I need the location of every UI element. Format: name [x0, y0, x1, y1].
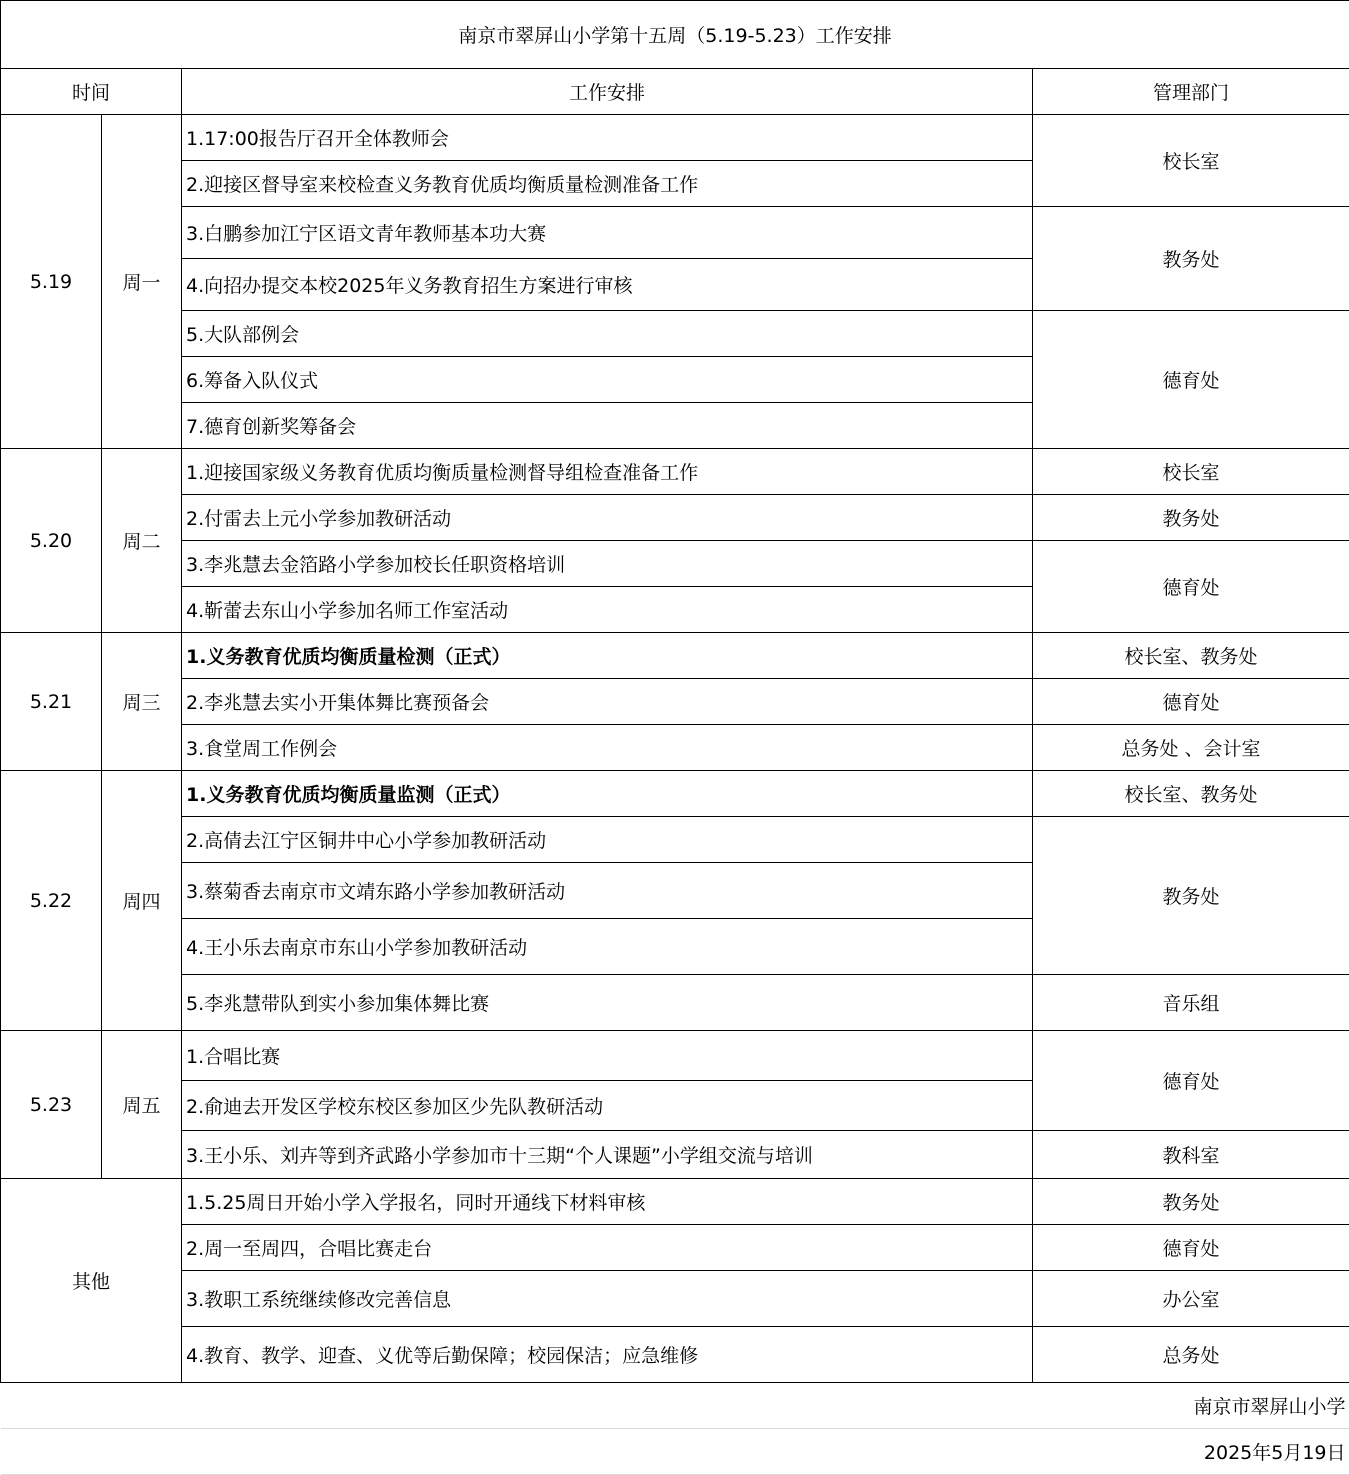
task-cell: 6.筹备入队仪式 — [182, 357, 1033, 403]
task-cell: 3.教职工系统继续修改完善信息 — [182, 1271, 1033, 1327]
table-row — [1, 679, 1349, 725]
dept-cell: 总务处 — [1033, 1327, 1349, 1383]
task-cell: 1.义务教育优质均衡质量监测（正式） — [182, 771, 1033, 817]
task-cell: 5.大队部例会 — [182, 311, 1033, 357]
header-work: 工作安排 — [182, 69, 1033, 115]
dept-cell: 德育处 — [1033, 541, 1349, 633]
table-row — [1, 1225, 1349, 1271]
task-cell: 2.迎接区督导室来校检查义务教育优质均衡质量检测准备工作 — [182, 161, 1033, 207]
dept-cell: 德育处 — [1033, 679, 1349, 725]
task-cell: 4.靳蕾去东山小学参加名师工作室活动 — [182, 587, 1033, 633]
dept-cell: 校长室、教务处 — [1033, 633, 1349, 679]
weekday-cell: 周三 — [102, 633, 182, 771]
table-row — [1, 541, 1349, 587]
date-cell: 5.21 — [1, 633, 102, 771]
dept-cell: 办公室 — [1033, 1271, 1349, 1327]
dept-cell: 德育处 — [1033, 1031, 1349, 1131]
dept-cell: 校长室、教务处 — [1033, 771, 1349, 817]
dept-cell: 音乐组 — [1033, 975, 1349, 1031]
table-row — [1, 725, 1349, 771]
dept-cell: 教务处 — [1033, 1179, 1349, 1225]
task-cell: 1.义务教育优质均衡质量检测（正式） — [182, 633, 1033, 679]
task-cell: 2.高倩去江宁区铜井中心小学参加教研活动 — [182, 817, 1033, 863]
date-cell: 5.23 — [1, 1031, 102, 1179]
date-cell: 5.19 — [1, 115, 102, 449]
task-cell: 3.白鹏参加江宁区语文青年教师基本功大赛 — [182, 207, 1033, 259]
table-row — [1, 633, 1349, 679]
task-cell: 2.周一至周四，合唱比赛走台 — [182, 1225, 1033, 1271]
header-time: 时间 — [1, 69, 182, 115]
dept-cell: 教务处 — [1033, 817, 1349, 975]
dept-cell: 校长室 — [1033, 449, 1349, 495]
dept-cell: 教务处 — [1033, 495, 1349, 541]
task-cell: 3.蔡菊香去南京市文靖东路小学参加教研活动 — [182, 863, 1033, 919]
dept-cell: 总务处 、会计室 — [1033, 725, 1349, 771]
weekday-cell: 周二 — [102, 449, 182, 633]
footer-date: 2025年5月19日 — [1, 1429, 1349, 1475]
table-row — [1, 817, 1349, 863]
task-cell: 2.付雷去上元小学参加教研活动 — [182, 495, 1033, 541]
table-row — [1, 115, 1349, 161]
dept-cell: 德育处 — [1033, 311, 1349, 449]
dept-cell: 教科室 — [1033, 1131, 1349, 1179]
weekday-cell: 周五 — [102, 1031, 182, 1179]
task-cell: 3.食堂周工作例会 — [182, 725, 1033, 771]
table-row — [1, 495, 1349, 541]
date-cell: 5.20 — [1, 449, 102, 633]
weekday-cell: 周四 — [102, 771, 182, 1031]
task-cell: 1.5.25周日开始小学入学报名，同时开通线下材料审核 — [182, 1179, 1033, 1225]
weekday-cell: 周一 — [102, 115, 182, 449]
table-row — [1, 1031, 1349, 1081]
task-cell: 5.李兆慧带队到实小参加集体舞比赛 — [182, 975, 1033, 1031]
task-cell: 2.李兆慧去实小开集体舞比赛预备会 — [182, 679, 1033, 725]
page-title: 南京市翠屏山小学第十五周（5.19-5.23）工作安排 — [1, 1, 1349, 69]
table-row — [1, 1131, 1349, 1179]
table-row — [1, 311, 1349, 357]
table-row — [1, 1327, 1349, 1383]
dept-cell: 教务处 — [1033, 207, 1349, 311]
task-cell: 1.迎接国家级义务教育优质均衡质量检测督导组检查准备工作 — [182, 449, 1033, 495]
table-row — [1, 975, 1349, 1031]
date-cell: 5.22 — [1, 771, 102, 1031]
table-row — [1, 771, 1349, 817]
task-cell: 3.王小乐、刘卉等到齐武路小学参加市十三期“个人课题”小学组交流与培训 — [182, 1131, 1033, 1179]
task-cell: 4.教育、教学、迎查、义优等后勤保障；校园保洁；应急维修 — [182, 1327, 1033, 1383]
header-dept: 管理部门 — [1033, 69, 1349, 115]
table-row — [1, 1271, 1349, 1327]
task-cell: 3.李兆慧去金箔路小学参加校长任职资格培训 — [182, 541, 1033, 587]
task-cell: 1.合唱比赛 — [182, 1031, 1033, 1081]
task-cell: 2.俞迪去开发区学校东校区参加区少先队教研活动 — [182, 1081, 1033, 1131]
task-cell: 4.王小乐去南京市东山小学参加教研活动 — [182, 919, 1033, 975]
dept-cell: 德育处 — [1033, 1225, 1349, 1271]
table-row — [1, 1179, 1349, 1225]
task-cell: 1.17:00报告厅召开全体教师会 — [182, 115, 1033, 161]
footer-school: 南京市翠屏山小学 — [1, 1383, 1349, 1429]
other-label: 其他 — [1, 1179, 182, 1383]
table-row — [1, 207, 1349, 259]
dept-cell: 校长室 — [1033, 115, 1349, 207]
task-cell: 7.德育创新奖筹备会 — [182, 403, 1033, 449]
table-row — [1, 449, 1349, 495]
task-cell: 4.向招办提交本校2025年义务教育招生方案进行审核 — [182, 259, 1033, 311]
